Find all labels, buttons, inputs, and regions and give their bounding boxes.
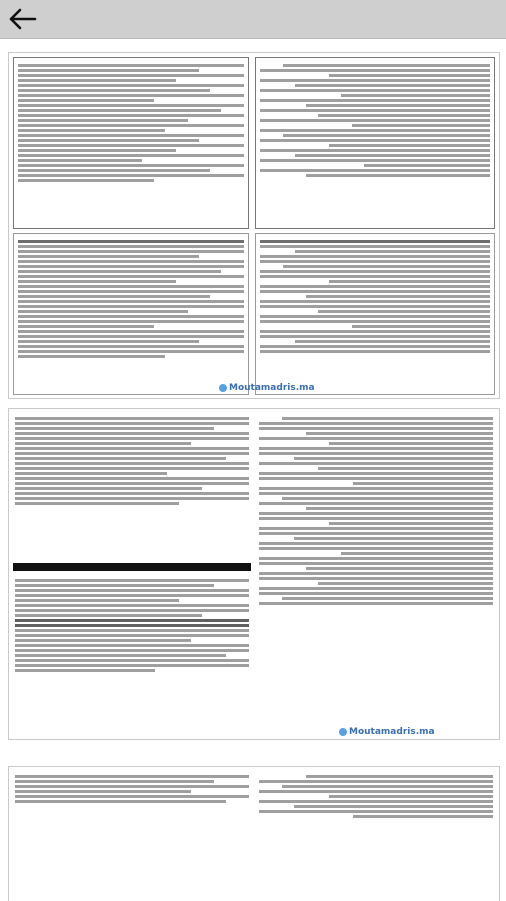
text-col-right [257, 413, 495, 735]
text-block-right [255, 233, 495, 395]
document-page-1 [8, 52, 500, 399]
app-bar [0, 0, 506, 39]
arrow-left-icon [7, 7, 37, 31]
text-col-right-3 [257, 771, 495, 891]
text-col-left [13, 413, 251, 735]
watermark-2: Moutamadris.ma [339, 727, 435, 737]
document-page-3 [8, 766, 500, 901]
table-right [255, 57, 495, 229]
document-page-2 [8, 408, 500, 740]
table-right-lines [260, 62, 490, 224]
highlight-bar [13, 563, 251, 571]
back-button[interactable] [4, 2, 40, 36]
table-left-lines [18, 62, 244, 224]
text-block-left [13, 233, 249, 395]
watermark-1: Moutamadris.ma [219, 383, 315, 393]
table-left [13, 57, 249, 229]
text-col-left-3 [13, 771, 251, 891]
